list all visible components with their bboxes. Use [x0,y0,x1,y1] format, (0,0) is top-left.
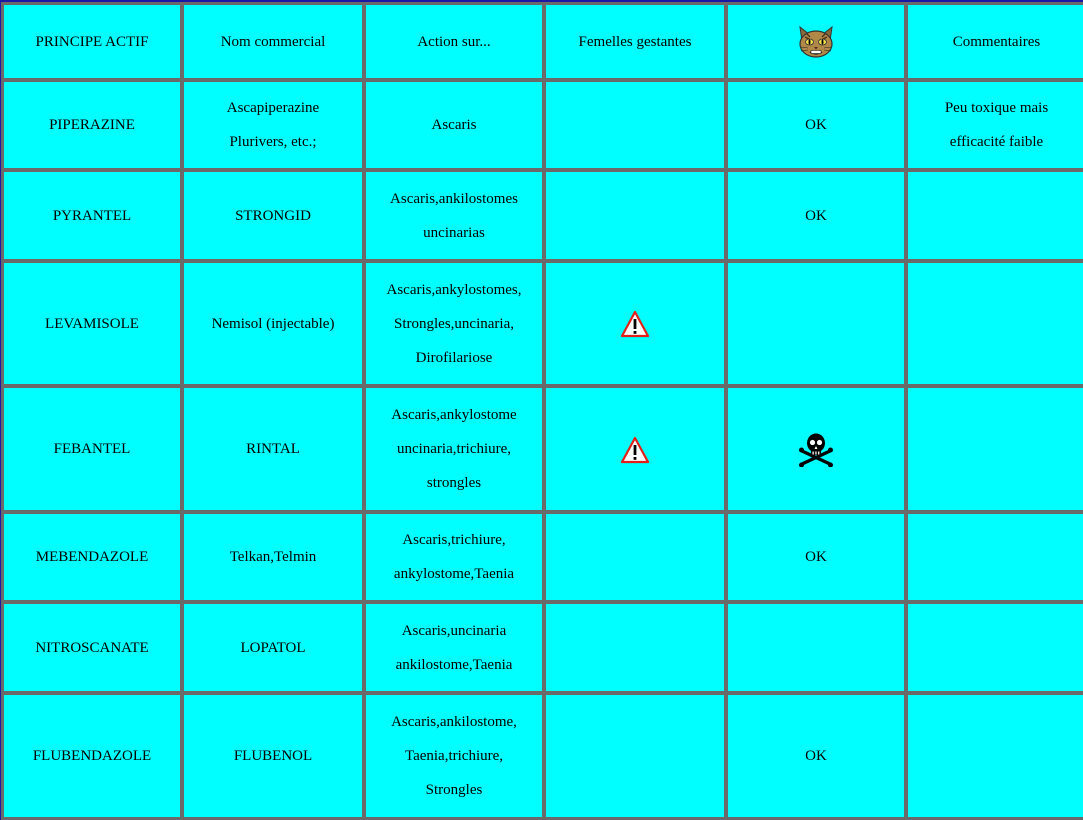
cell-chat [727,262,905,385]
cell-principe: FEBANTEL [3,387,181,511]
cell-commentaires [907,387,1083,511]
cell-femelles [545,513,725,601]
cell-commentaires: Peu toxique mais efficacité faible [907,81,1083,169]
cell-commentaires [907,262,1083,385]
warning-triangle-icon [620,310,650,338]
cell-chat: OK [727,171,905,260]
cell-femelles [545,262,725,385]
cell-commentaires [907,694,1083,818]
cell-action: Ascaris,ankylostomes, Strongles,uncinaria, Dirofilariose [365,262,543,385]
cell-chat: OK [727,81,905,169]
cell-femelles [545,694,725,818]
header-row [3,4,1083,79]
table-row [3,171,1083,260]
table-row [3,694,1083,818]
cell-femelles [545,171,725,260]
header-femelles-gestantes: Femelles gestantes [545,4,725,79]
cell-chat [727,603,905,692]
cell-nom: Telkan,Telmin [183,513,363,601]
cell-commentaires [907,603,1083,692]
cell-chat [727,387,905,511]
table-row [3,603,1083,692]
cell-nom: Ascapiperazine Plurivers, etc.; [183,81,363,169]
cell-nom: FLUBENOL [183,694,363,818]
cell-principe: MEBENDAZOLE [3,513,181,601]
table-row [3,81,1083,169]
header-action-sur: Action sur... [365,4,543,79]
cell-commentaires [907,513,1083,601]
cell-nom: Nemisol (injectable) [183,262,363,385]
cat-face-icon [797,25,835,59]
warning-triangle-icon [620,436,650,464]
cell-action: Ascaris,trichiure, ankylostome,Taenia [365,513,543,601]
cell-nom: STRONGID [183,171,363,260]
cell-action: Ascaris,uncinaria ankilostome,Taenia [365,603,543,692]
cell-principe: LEVAMISOLE [3,262,181,385]
cell-commentaires [907,171,1083,260]
table-row [3,387,1083,511]
cell-nom: RINTAL [183,387,363,511]
cell-nom: LOPATOL [183,603,363,692]
cell-femelles [545,81,725,169]
header-principe-actif: PRINCIPE ACTIF [3,4,181,79]
table-row [3,262,1083,385]
vermifuge-table [1,2,1083,820]
cell-femelles [545,387,725,511]
header-nom-commercial: Nom commercial [183,4,363,79]
table-row [3,513,1083,601]
skull-crossbones-icon [798,431,834,467]
cell-action: Ascaris,ankilostomes uncinarias [365,171,543,260]
cell-action: Ascaris [365,81,543,169]
cell-action: Ascaris,ankilostome, Taenia,trichiure, Strongles [365,694,543,818]
cell-principe: NITROSCANATE [3,603,181,692]
cell-action: Ascaris,ankylostome uncinaria,trichiure, strongles [365,387,543,511]
cell-chat: OK [727,694,905,818]
cell-chat: OK [727,513,905,601]
cell-principe: FLUBENDAZOLE [3,694,181,818]
header-cat-cell [727,4,905,79]
cell-principe: PIPERAZINE [3,81,181,169]
cell-femelles [545,603,725,692]
cell-principe: PYRANTEL [3,171,181,260]
header-commentaires: Commentaires [907,4,1083,79]
